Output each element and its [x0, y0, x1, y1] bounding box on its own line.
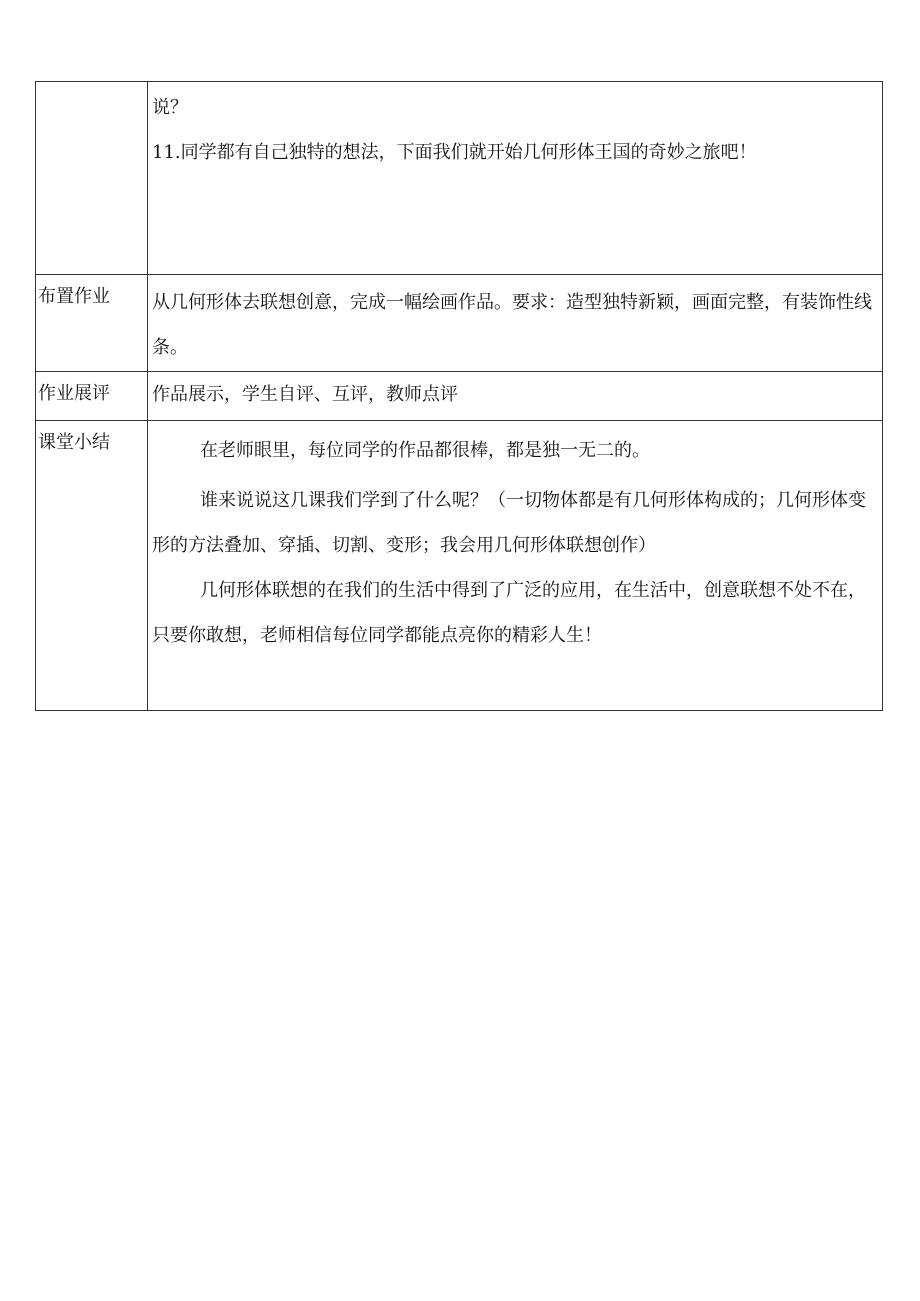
lesson-plan-table	[35, 81, 883, 711]
table-row-review	[36, 372, 883, 421]
table-row-intro	[36, 82, 883, 275]
content-paragraph: 作品展示，学生自评、互评，教师点评	[152, 384, 458, 405]
row-content-cell	[148, 82, 883, 275]
row-label-cell	[36, 372, 148, 421]
row-label: 课堂小结	[38, 432, 110, 453]
content-paragraph: 在老师眼里，每位同学的作品都很棒，都是独一无二的。	[200, 440, 650, 461]
content-paragraph: 说？	[152, 97, 188, 118]
content-paragraph: 几何形体联想的在我们的生活中得到了广泛的应用，在生活中，创意联想不处不在，只要你敢想，老师相信每位同学都能点亮你的精彩人生！	[152, 580, 866, 646]
content-paragraph: 从几何形体去联想创意，完成一幅绘画作品。要求：造型独特新颖，画面完整，有装饰性线条。	[152, 292, 872, 358]
table-row-homework	[36, 275, 883, 372]
row-label: 作业展评	[38, 383, 110, 404]
row-label-cell	[36, 421, 148, 711]
row-content-cell	[148, 421, 883, 711]
table-row-summary	[36, 421, 883, 711]
content-paragraph: 谁来说说这几课我们学到了什么呢？（一切物体都是有几何形体构成的；几何形体变形的方法叠加、穿插、切割、变形；我会用几何形体联想创作）	[152, 490, 866, 556]
row-label-cell	[36, 82, 148, 275]
row-content-cell	[148, 372, 883, 421]
row-label-cell	[36, 275, 148, 372]
row-label: 布置作业	[38, 286, 110, 307]
row-label	[36, 82, 147, 92]
content-paragraph: 11.同学都有自己独特的想法，下面我们就开始几何形体王国的奇妙之旅吧！	[152, 142, 757, 163]
row-content-cell	[148, 275, 883, 372]
